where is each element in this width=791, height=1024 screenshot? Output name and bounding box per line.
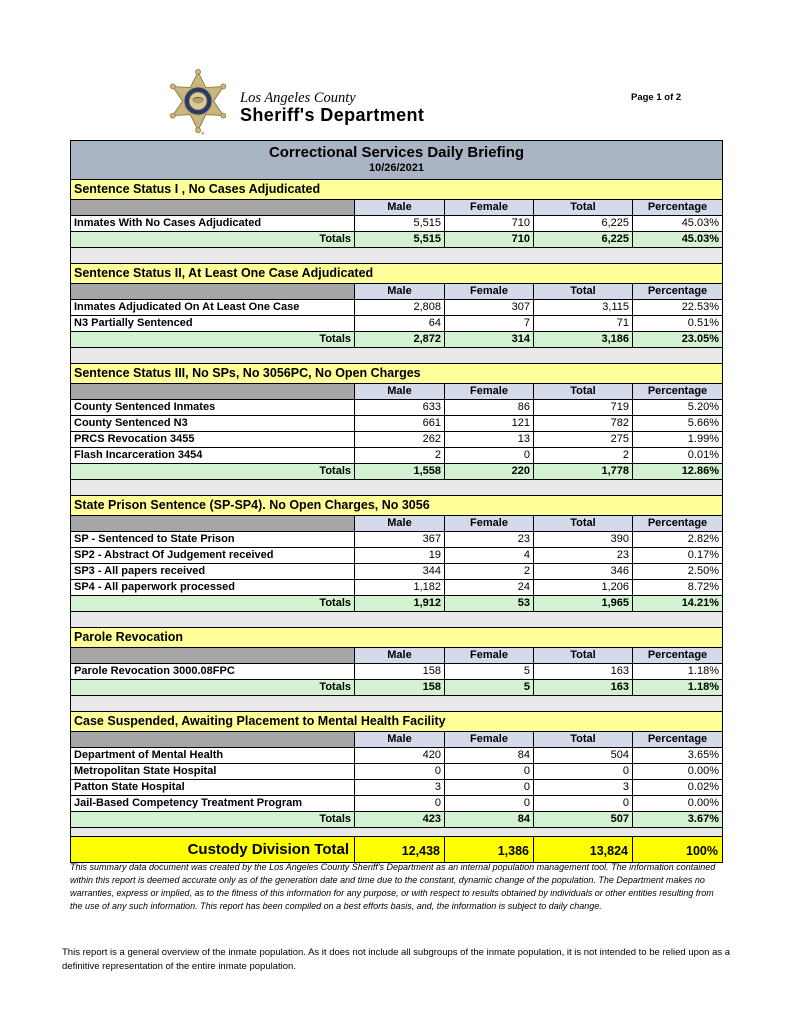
column-header: Percentage — [632, 384, 722, 399]
value-cell: 0 — [444, 448, 533, 463]
value-cell: 0 — [444, 764, 533, 779]
corner-cell — [71, 732, 354, 747]
totals-value-cell: 14.21% — [632, 596, 722, 611]
row-label: Parole Revocation 3000.08FPC — [74, 665, 235, 677]
value-cell: 71 — [533, 316, 632, 331]
value-cell: 420 — [354, 748, 444, 763]
value-cell: 633 — [354, 400, 444, 415]
totals-label: Totals — [319, 233, 351, 245]
table-row — [71, 532, 722, 548]
totals-value-cell: 314 — [444, 332, 533, 347]
overview-footnote: This report is a general overview of the inmate population. As it does not include all subgroups of the inmate population, it is not intended to be relied upon as a definitive representation of the entire inmate population. — [62, 947, 731, 973]
table-row — [71, 448, 722, 464]
value-cell: 3.65% — [632, 748, 722, 763]
totals-value-cell: 53 — [444, 596, 533, 611]
totals-value-cell: 710 — [444, 232, 533, 247]
value-cell: 121 — [444, 416, 533, 431]
totals-value-cell: 423 — [354, 812, 444, 827]
column-header: Percentage — [632, 200, 722, 215]
row-label: Metropolitan State Hospital — [74, 765, 217, 777]
value-cell: 782 — [533, 416, 632, 431]
value-cell: 710 — [444, 216, 533, 231]
table-row — [71, 748, 722, 764]
value-cell: 0 — [444, 780, 533, 795]
svg-text:®: ® — [200, 132, 205, 138]
row-label: Patton State Hospital — [74, 781, 185, 793]
totals-value-cell: 45.03% — [632, 232, 722, 247]
totals-value-cell: 23.05% — [632, 332, 722, 347]
row-label: Inmates Adjudicated On At Least One Case — [74, 301, 300, 313]
totals-value-cell: 84 — [444, 812, 533, 827]
table-row — [71, 580, 722, 596]
column-header-row — [71, 648, 722, 664]
sheriff-badge-icon — [166, 68, 234, 138]
value-cell: 0 — [354, 764, 444, 779]
value-cell: 719 — [533, 400, 632, 415]
column-header: Female — [444, 648, 533, 663]
value-cell: 5,515 — [354, 216, 444, 231]
value-cell: 0 — [444, 796, 533, 811]
table-row — [71, 216, 722, 232]
corner-cell — [71, 516, 354, 531]
value-cell: 2.50% — [632, 564, 722, 579]
row-label: PRCS Revocation 3455 — [74, 433, 195, 445]
column-header-row — [71, 732, 722, 748]
column-header: Percentage — [632, 284, 722, 299]
totals-value-cell: 1,558 — [354, 464, 444, 479]
column-header: Female — [444, 200, 533, 215]
totals-value-cell: 5 — [444, 680, 533, 695]
totals-value-cell: 507 — [533, 812, 632, 827]
grand-total-label: Custody Division Total — [187, 841, 349, 858]
table-row — [71, 432, 722, 448]
logo-text — [240, 81, 424, 125]
value-cell: 0 — [533, 796, 632, 811]
column-header: Percentage — [632, 648, 722, 663]
value-cell: 0.00% — [632, 796, 722, 811]
value-cell: 24 — [444, 580, 533, 595]
document-date: 10/26/2021 — [368, 162, 425, 174]
totals-value-cell: 1,912 — [354, 596, 444, 611]
table-row — [71, 764, 722, 780]
section-spacer — [71, 612, 722, 628]
disclaimer-footnote: This summary data document was created by the Los Angeles County Sheriff's Department as an internal population management tool. The information contained within this report is deemed accurate only as of the generation date and time due to the constant, dynamic change of the population. The Department makes no warranties, express or implied, as to the fitness of this information for any purpose, or with respect to results obtained by individuals or other entities resulting from the use of any such information. This report has been compiled on a best efforts basis, and, the information is subject to daily change. — [70, 862, 716, 912]
value-cell: 5.66% — [632, 416, 722, 431]
value-cell: 2 — [444, 564, 533, 579]
row-label: N3 Partially Sentenced — [74, 317, 193, 329]
totals-row — [71, 812, 722, 828]
totals-value-cell: 3,186 — [533, 332, 632, 347]
grand-total-total: 13,824 — [533, 837, 632, 862]
column-header: Male — [354, 384, 444, 399]
table-row — [71, 316, 722, 332]
section-spacer — [71, 348, 722, 364]
value-cell: 346 — [533, 564, 632, 579]
column-header: Total — [533, 200, 632, 215]
value-cell: 3,115 — [533, 300, 632, 315]
corner-cell — [71, 284, 354, 299]
table-row — [71, 416, 722, 432]
value-cell: 163 — [533, 664, 632, 679]
totals-row — [71, 332, 722, 348]
value-cell: 367 — [354, 532, 444, 547]
row-label: SP3 - All papers received — [74, 565, 206, 577]
value-cell: 2.82% — [632, 532, 722, 547]
grand-total-female: 1,386 — [444, 837, 533, 862]
column-header-row — [71, 516, 722, 532]
column-header: Total — [533, 648, 632, 663]
grand-total-male: 12,438 — [354, 837, 444, 862]
row-label: SP2 - Abstract Of Judgement received — [74, 549, 274, 561]
section-spacer — [71, 696, 722, 712]
value-cell: 344 — [354, 564, 444, 579]
value-cell: 1.18% — [632, 664, 722, 679]
table-row — [71, 400, 722, 416]
value-cell: 504 — [533, 748, 632, 763]
value-cell: 84 — [444, 748, 533, 763]
column-header: Male — [354, 648, 444, 663]
table-row — [71, 796, 722, 812]
section-spacer — [71, 248, 722, 264]
section-title: Parole Revocation — [71, 628, 722, 648]
totals-value-cell: 220 — [444, 464, 533, 479]
table-row — [71, 780, 722, 796]
value-cell: 5 — [444, 664, 533, 679]
row-label: Department of Mental Health — [74, 749, 224, 761]
section-title: Sentence Status I , No Cases Adjudicated — [71, 180, 722, 200]
totals-value-cell: 158 — [354, 680, 444, 695]
section-title: Sentence Status III, No SPs, No 3056PC, No Open Charges — [71, 364, 722, 384]
totals-value-cell: 1.18% — [632, 680, 722, 695]
column-header: Male — [354, 200, 444, 215]
value-cell: 307 — [444, 300, 533, 315]
row-label: Flash Incarceration 3454 — [74, 449, 203, 461]
value-cell: 390 — [533, 532, 632, 547]
value-cell: 22.53% — [632, 300, 722, 315]
totals-value-cell: 3.67% — [632, 812, 722, 827]
value-cell: 13 — [444, 432, 533, 447]
section-title: Case Suspended, Awaiting Placement to Mental Health Facility — [71, 712, 722, 732]
section-spacer — [71, 828, 722, 837]
row-label: County Sentenced Inmates — [74, 401, 216, 413]
totals-label: Totals — [319, 681, 351, 693]
value-cell: 661 — [354, 416, 444, 431]
custody-division-total-row — [71, 837, 722, 862]
letterhead — [166, 68, 424, 138]
totals-label: Totals — [319, 813, 351, 825]
value-cell: 86 — [444, 400, 533, 415]
value-cell: 3 — [354, 780, 444, 795]
totals-value-cell: 5,515 — [354, 232, 444, 247]
value-cell: 0.01% — [632, 448, 722, 463]
value-cell: 0.17% — [632, 548, 722, 563]
table-row — [71, 564, 722, 580]
column-header: Total — [533, 284, 632, 299]
column-header-row — [71, 384, 722, 400]
totals-value-cell: 1,778 — [533, 464, 632, 479]
section-title: Sentence Status II, At Least One Case Adjudicated — [71, 264, 722, 284]
column-header: Female — [444, 384, 533, 399]
column-header-row — [71, 200, 722, 216]
row-label: County Sentenced N3 — [74, 417, 188, 429]
column-header: Male — [354, 284, 444, 299]
totals-label: Totals — [319, 333, 351, 345]
totals-label: Totals — [319, 597, 351, 609]
value-cell: 64 — [354, 316, 444, 331]
row-label: Inmates With No Cases Adjudicated — [74, 217, 262, 229]
column-header: Percentage — [632, 732, 722, 747]
row-label: SP4 - All paperwork processed — [74, 581, 235, 593]
value-cell: 1,182 — [354, 580, 444, 595]
section-title: State Prison Sentence (SP-SP4). No Open Charges, No 3056 — [71, 496, 722, 516]
corner-cell — [71, 384, 354, 399]
totals-value-cell: 1,965 — [533, 596, 632, 611]
totals-value-cell: 6,225 — [533, 232, 632, 247]
value-cell: 0 — [533, 764, 632, 779]
totals-label: Totals — [319, 465, 351, 477]
grand-total-percentage: 100% — [632, 837, 722, 862]
row-label: SP - Sentenced to State Prison — [74, 533, 235, 545]
value-cell: 0.51% — [632, 316, 722, 331]
page-number: Page 1 of 2 — [631, 92, 682, 103]
value-cell: 262 — [354, 432, 444, 447]
value-cell: 5.20% — [632, 400, 722, 415]
value-cell: 45.03% — [632, 216, 722, 231]
column-header: Male — [354, 732, 444, 747]
value-cell: 1.99% — [632, 432, 722, 447]
column-header: Male — [354, 516, 444, 531]
value-cell: 1,206 — [533, 580, 632, 595]
totals-row — [71, 464, 722, 480]
corner-cell — [71, 200, 354, 215]
value-cell: 0 — [354, 796, 444, 811]
column-header: Female — [444, 284, 533, 299]
value-cell: 158 — [354, 664, 444, 679]
value-cell: 7 — [444, 316, 533, 331]
value-cell: 2 — [533, 448, 632, 463]
value-cell: 3 — [533, 780, 632, 795]
value-cell: 2 — [354, 448, 444, 463]
logo-county-text: Los Angeles County — [240, 90, 356, 106]
sections-container — [71, 180, 722, 828]
value-cell: 19 — [354, 548, 444, 563]
value-cell: 275 — [533, 432, 632, 447]
column-header: Female — [444, 732, 533, 747]
column-header: Total — [533, 732, 632, 747]
column-header: Total — [533, 516, 632, 531]
table-row — [71, 300, 722, 316]
column-header: Female — [444, 516, 533, 531]
value-cell: 8.72% — [632, 580, 722, 595]
column-header-row — [71, 284, 722, 300]
totals-value-cell: 163 — [533, 680, 632, 695]
section-spacer — [71, 480, 722, 496]
value-cell: 2,808 — [354, 300, 444, 315]
column-header: Total — [533, 384, 632, 399]
totals-row — [71, 232, 722, 248]
column-header: Percentage — [632, 516, 722, 531]
value-cell: 4 — [444, 548, 533, 563]
logo-department-text: Sheriff's Department — [240, 105, 425, 125]
value-cell: 6,225 — [533, 216, 632, 231]
briefing-report-table — [70, 140, 723, 863]
document-title-bar — [71, 141, 722, 180]
corner-cell — [71, 648, 354, 663]
document-title: Correctional Services Daily Briefing — [268, 144, 525, 161]
value-cell: 0.02% — [632, 780, 722, 795]
totals-value-cell: 2,872 — [354, 332, 444, 347]
value-cell: 23 — [533, 548, 632, 563]
row-label: Jail-Based Competency Treatment Program — [74, 797, 303, 809]
value-cell: 23 — [444, 532, 533, 547]
table-row — [71, 664, 722, 680]
value-cell: 0.00% — [632, 764, 722, 779]
totals-row — [71, 596, 722, 612]
totals-row — [71, 680, 722, 696]
totals-value-cell: 12.86% — [632, 464, 722, 479]
table-row — [71, 548, 722, 564]
